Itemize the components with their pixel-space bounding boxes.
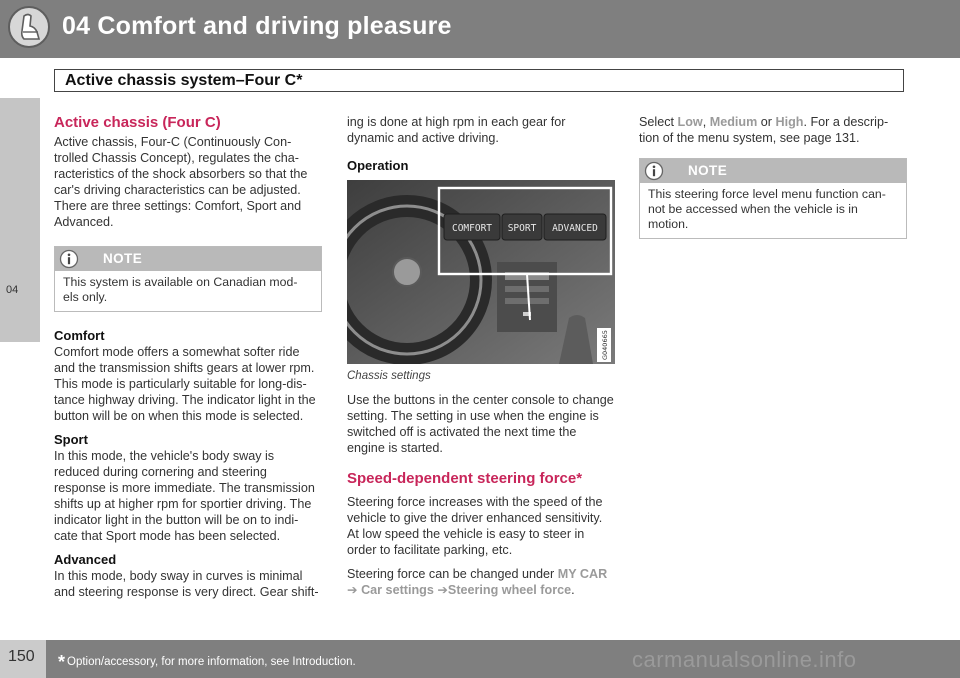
note-label: NOTE [103, 251, 143, 266]
advanced-text: In this mode, body sway in curves is minimal and steering response is very direct. Gear shift- [54, 569, 319, 599]
select-level-after: . For a descrip-tion of the menu system, see page 131. [639, 115, 889, 145]
section-title: Active chassis system–Four C* [65, 72, 303, 89]
steering-force-heading: Speed-dependent steering force* [347, 470, 583, 487]
column-3 [639, 114, 907, 239]
figure-caption: Chassis settings [347, 370, 431, 382]
chassis-settings-photo [347, 180, 615, 364]
chapter-title: 04 Comfort and driving pleasure [62, 12, 452, 40]
menu-end: . [571, 583, 575, 597]
dashboard-illustration [347, 180, 615, 364]
select-level-text [639, 114, 907, 146]
separator-or: or [760, 115, 772, 129]
sport-text: In this mode, the vehicle's body sway is reduced during cornering and steering response is more immediate. The transmission shifts up at higher rpm for sportier driving. The indicator light in the button will be on to indi-cate that Sport mode has been selected. [54, 449, 315, 543]
note-text: This system is available on Canadian mod-els only. [63, 275, 298, 304]
note-box-canada [54, 246, 322, 312]
select-word: Select [639, 115, 675, 129]
separator-comma: , [702, 115, 707, 129]
header-bar [0, 0, 960, 58]
comfort-button-label: COMFORT [451, 223, 493, 234]
arrow-right-icon: ➔ [437, 583, 448, 597]
note-box-steering [639, 158, 907, 239]
menu-intro: Steering force can be changed under [347, 567, 555, 581]
footnote [58, 652, 356, 673]
menu-car-settings: Car settings [361, 583, 434, 597]
menu-steering-wheel-force: Steering wheel force [447, 583, 572, 597]
chapter-side-tab-number: 04 [6, 284, 19, 296]
footnote-text: Option/accessory, for more information, see Introduction. [67, 656, 356, 668]
advanced-title: Advanced [54, 552, 117, 567]
column-1 [54, 114, 322, 600]
menu-my-car: MY CAR [557, 567, 608, 581]
active-chassis-intro: Active chassis, Four-C (Continuously Con-trolled Chassis Concept), regulates the cha-racteristics of the shock absorbers so that the car's driving characteristics can be adjusted. There are three settings: Comfort, Sport and Advanced. [54, 135, 308, 229]
arrow-right-icon: ➔ [347, 583, 358, 597]
info-icon [644, 161, 664, 181]
watermark: carmanualsonline.info [632, 647, 857, 672]
option-low: Low [677, 115, 703, 129]
steering-force-text: Steering force increases with the speed of the vehicle to give the driver enhanced sensitivity. At low speed the vehicle is easy to steer in order to facilitate parking, etc. [347, 495, 603, 557]
section-title-box [54, 69, 904, 92]
steering-menu-path [347, 566, 615, 598]
figure-code: G040665 [601, 330, 609, 360]
column-2 [347, 114, 615, 598]
advanced-button-label: ADVANCED [552, 223, 598, 234]
note-text: This steering force level menu function can-not be accessed when the vehicle is in motion. [648, 187, 886, 231]
comfort-text: Comfort mode offers a somewhat softer ride and the transmission shifts gears at lower rpm. This mode is particularly suitable for long-dis-tance highway driving. The indicator light in the button will be on when this mode is selected. [54, 345, 316, 423]
footnote-star: * [58, 652, 66, 672]
operation-title: Operation [347, 158, 409, 173]
option-high: High [775, 115, 804, 129]
chapter-side-tab [0, 98, 40, 342]
note-header [55, 247, 321, 271]
note-label: NOTE [688, 163, 728, 178]
sport-title: Sport [54, 432, 88, 447]
seat-icon [8, 6, 50, 48]
operation-text: Use the buttons in the center console to change setting. The setting in use when the engine is switched off is activated the next time the engine is started. [347, 393, 614, 455]
sport-button-label: SPORT [507, 223, 537, 234]
active-chassis-heading: Active chassis (Four C) [54, 114, 221, 131]
advanced-continuation: ing is done at high rpm in each gear for dynamic and active driving. [347, 115, 566, 145]
comfort-title: Comfort [54, 328, 105, 343]
info-icon [59, 249, 79, 269]
note-header [640, 159, 906, 183]
page-number: 150 [8, 648, 35, 665]
option-medium: Medium [709, 115, 758, 129]
